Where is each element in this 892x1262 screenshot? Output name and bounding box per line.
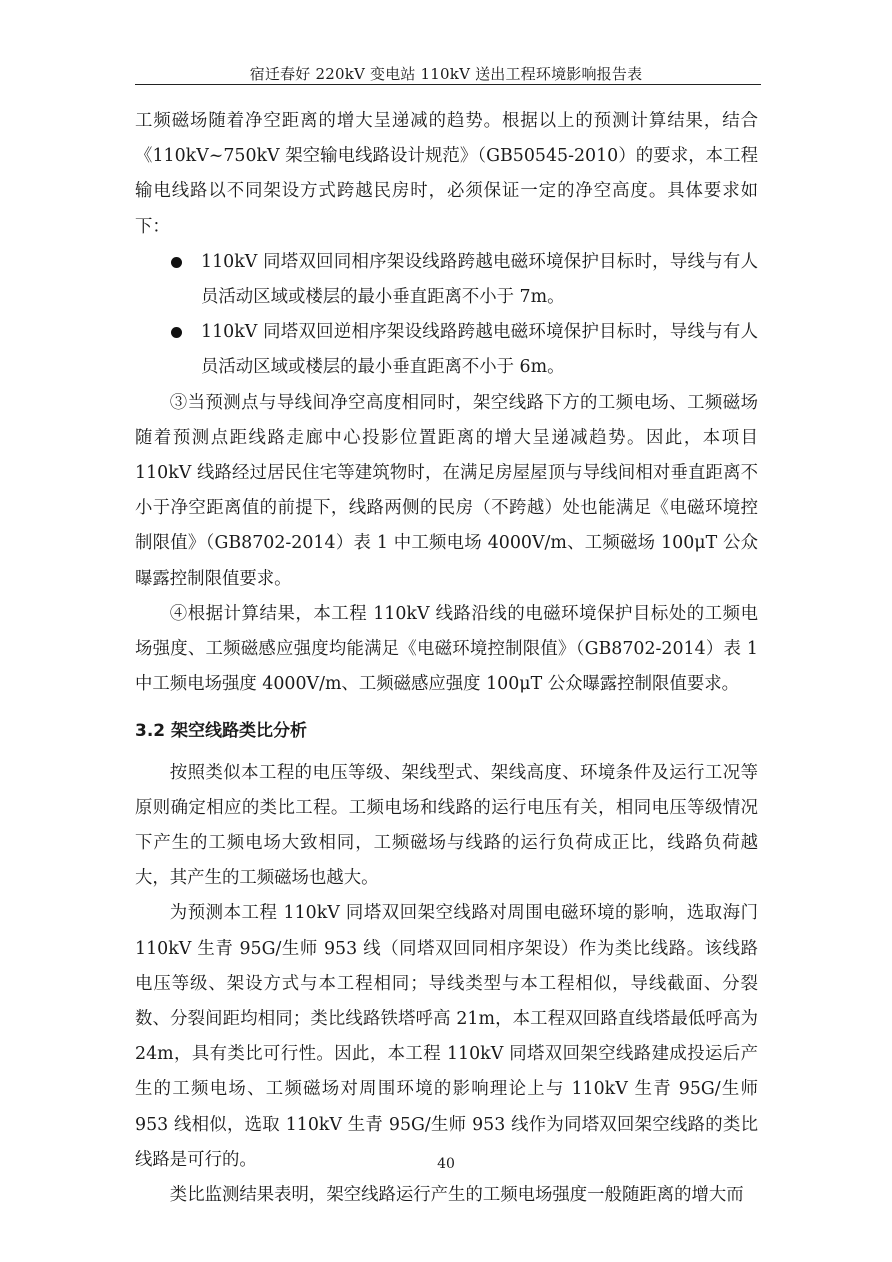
paragraph-item-4: ④根据计算结果，本工程 110kV 线路沿线的电磁环境保护目标处的工频电场强度、工频磁感应强度均能满足《电磁环境控制限值》（GB8702-2014）表 1 中工频电场强度 4000V/m、工频磁感应强度 100μT 公众曝露控制限值要求。 xyxy=(135,603,758,695)
running-header: 宿迁春好 220kV 变电站 110kV 送出工程环境影响报告表 xyxy=(249,65,643,83)
bullet-text: 110kV 同塔双回逆相序架设线路跨越电磁环境保护目标时，导线与有人员活动区域或楼层的最小垂直距离不小于 6m。 xyxy=(201,322,758,378)
page-number: 40 xyxy=(437,1156,455,1172)
bullet-item-same-phase xyxy=(135,245,758,315)
bullet-icon xyxy=(171,327,182,338)
paragraph-analogy-principle: 按照类似本工程的电压等级、架线型式、架线高度、环境条件及运行工况等原则确定相应的类比工程。工频电场和线路的运行电压有关，相同电压等级情况下产生的工频电场大致相同，工频磁场与线路的运行负荷成正比，线路负荷越大，其产生的工频磁场也越大。 xyxy=(135,762,758,889)
section-heading: 3.2 架空线路类比分析 xyxy=(135,721,308,742)
paragraph-item-3: ③当预测点与导线间净空高度相同时，架空线路下方的工频电场、工频磁场随着预测点距线路走廊中心投影位置距离的增大呈递减趋势。因此，本项目 110kV 线路经过居民住宅等建筑物时，在满足房屋屋顶与导线间相对垂直距离不小于净空距离值的前提下，线路两侧的民房（不跨越）处也能满足《电磁环境控制限值》（GB8702-2014）表 1 中工频电场 4000V/m、工频磁场 100μT 公众曝露控制限值要求。 xyxy=(135,392,758,589)
bullet-item-reverse-phase xyxy=(135,315,758,385)
paragraph-analogy-line: 为预测本工程 110kV 同塔双回架空线路对周围电磁环境的影响，选取海门 110kV 生青 95G/生师 953 线（同塔双回同相序架设）作为类比线路。该线路电压等级、架设方式与本工程相同；导线类型与本工程相似，导线截面、分裂数、分裂间距均相同；类比线路铁塔呼高 21m，本工程双回路直线塔最低呼高为 24m，具有类比可行性。因此，本工程 110kV 同塔双回架空线路建成投运后产生的工频电场、工频磁场对周围环境的影响理论上与 110kV 生青 95G/生师 953 线相似，选取 110kV 生青 95G/生师 953 线作为同塔双回架空线路的类比线路是可行的。 xyxy=(135,903,758,1170)
header-divider xyxy=(135,84,761,85)
bullet-icon xyxy=(171,257,182,268)
document-body xyxy=(135,104,758,1213)
paragraph-continuation: 工频磁场随着净空距离的增大呈递减的趋势。根据以上的预测计算结果，结合《110kV~750kV 架空输电线路设计规范》（GB50545-2010）的要求，本工程输电线路以不同架设方式跨越民房时，必须保证一定的净空高度。具体要求如下： xyxy=(135,111,758,237)
bullet-text: 110kV 同塔双回同相序架设线路跨越电磁环境保护目标时，导线与有人员活动区域或楼层的最小垂直距离不小于 7m。 xyxy=(201,251,758,308)
paragraph-monitoring-result: 类比监测结果表明，架空线路运行产生的工频电场强度一般随距离的增大而 xyxy=(169,1185,744,1206)
